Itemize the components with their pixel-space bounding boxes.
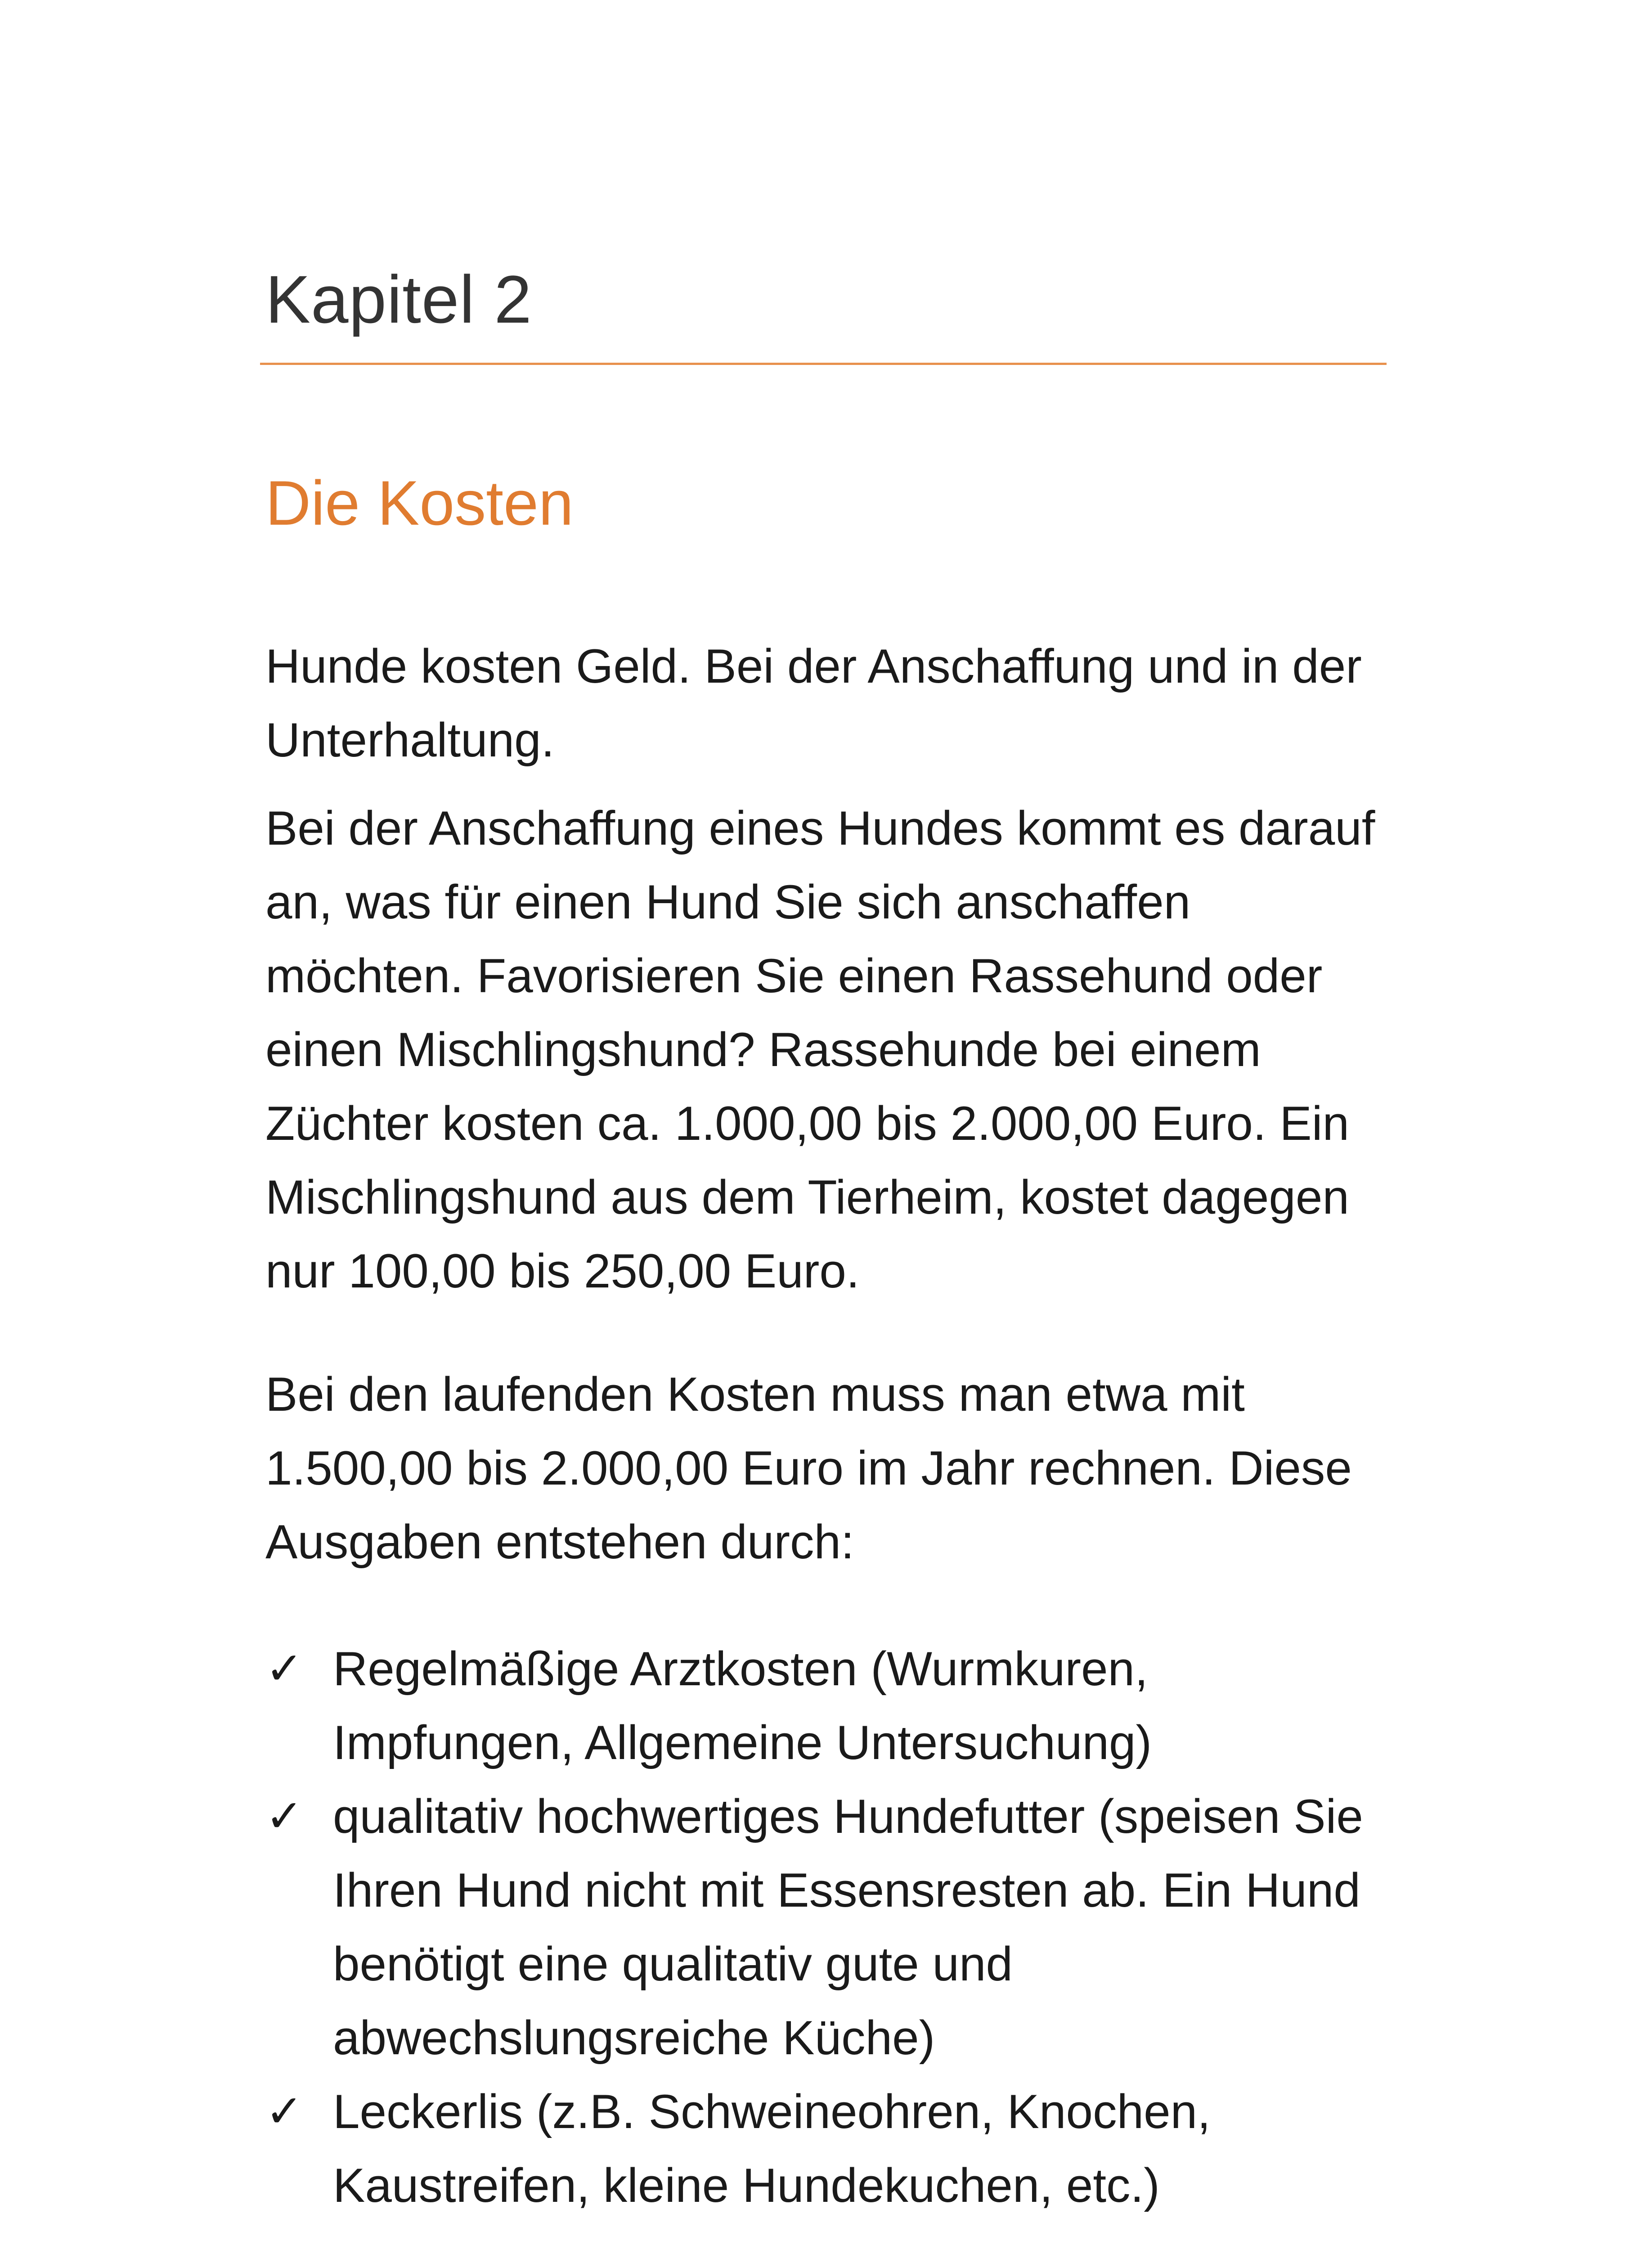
section-title: Die Kosten (265, 468, 574, 538)
paragraph-intro: Hunde kosten Geld. Bei der Anschaffung und in der Unterhaltung. (265, 639, 1362, 767)
checklist-item (265, 1632, 1399, 1779)
paragraph-running-costs: Bei den laufenden Kosten muss man etwa mit 1.500,00 bis 2.000,00 Euro im Jahr rechnen. Diese Ausgaben entstehen durch: (265, 1367, 1352, 1569)
checkmark-icon: ✓ (265, 1790, 303, 1842)
checklist-item-text: Regelmäßige Arztkosten (Wurmkuren, Impfungen, Allgemeine Untersuchung) (333, 1642, 1152, 1769)
checklist-item (265, 1779, 1399, 2074)
chapter-title: Kapitel 2 (265, 261, 532, 337)
checklist-item-text: qualitativ hochwertiges Hundefutter (speisen Sie Ihren Hund nicht mit Essensresten ab. Ein Hund benötigt eine qualitativ gute und abwechslungsreiche Küche) (333, 1789, 1363, 2065)
checkmark-icon: ✓ (265, 2085, 303, 2138)
checkmark-icon: ✓ (265, 1642, 303, 1695)
checklist-item-text: Leckerlis (z.B. Schweineohren, Knochen, Kaustreifen, kleine Hundekuchen, etc.) (333, 2084, 1211, 2212)
cost-checklist (265, 1632, 1399, 2222)
checklist-item (265, 2074, 1399, 2222)
chapter-divider (260, 363, 1387, 365)
paragraph-acquisition-costs: Bei der Anschaffung eines Hundes kommt es darauf an, was für einen Hund Sie sich anschaffen möchten. Favorisieren Sie einen Rassehund oder einen Mischlingshund? Rassehunde bei einem Züchter kosten ca. 1.000,00 bis 2.000,00 Euro. Ein Mischlingshund aus dem Tierheim, kostet dagegen nur 100,00 bis 250,00 Euro. (265, 801, 1375, 1298)
